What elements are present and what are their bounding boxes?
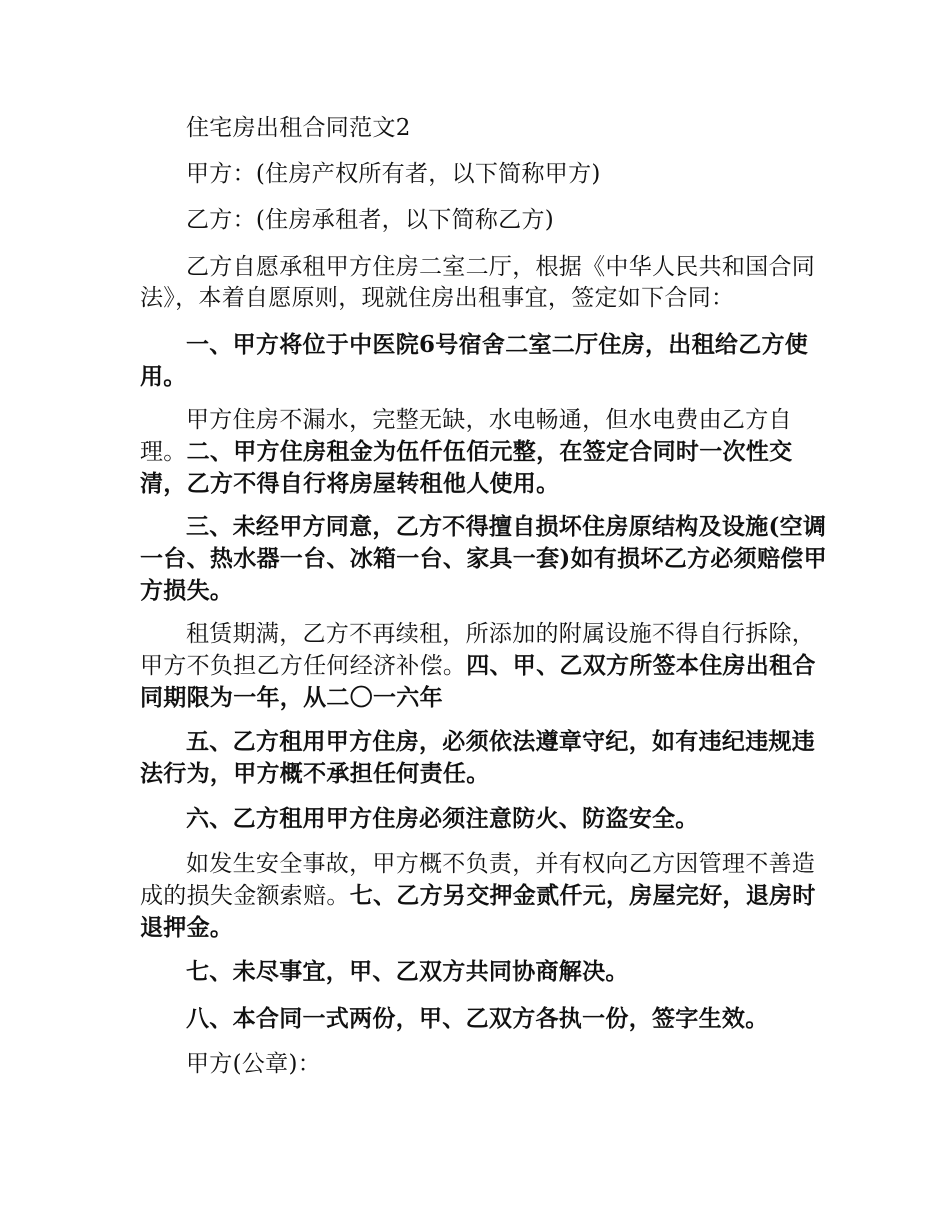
paragraph-text: 甲方(公章)：: [186, 1051, 322, 1077]
party-a-line: [140, 159, 830, 190]
contract-preamble: [140, 252, 830, 314]
clause-2: [140, 405, 830, 500]
party-a-seal: [140, 1049, 830, 1080]
document-title: [140, 113, 830, 144]
clause-4: [140, 619, 830, 714]
clause-3: [140, 511, 830, 607]
paragraph-text: 甲方住房不漏水，完整无缺，水电畅通，但水电费由乙方自理。: [140, 407, 792, 465]
clause-6: [140, 803, 830, 835]
clause-text: 一、甲方将位于中医院6号宿舍二室二厅住房，出租给乙方使用。: [140, 331, 809, 390]
clause-text: 七、未尽事宜，甲、乙双方共同协商解决。: [186, 958, 629, 985]
paragraph-text: 乙方：(住房承租者，以下简称乙方): [186, 207, 555, 233]
clause-text: 七、乙方另交押金贰仟元，房屋完好，退房时退押金。: [140, 882, 816, 941]
party-b-line: [140, 205, 830, 236]
clause-7-misc: [140, 956, 830, 988]
clause-text: 三、未经甲方同意，乙方不得擅自损坏住房原结构及设施(空调一台、热水器一台、冰箱一台、家具一套)如有损坏乙方必须赔偿甲方损失。: [140, 513, 827, 604]
paragraph-text: 甲方：(住房产权所有者，以下简称甲方): [186, 161, 601, 187]
clause-text: 二、甲方住房租金为伍仟伍佰元整，在签定合同时一次性交清，乙方不得自行将房屋转租他人使用。: [140, 438, 793, 497]
clause-1: [140, 329, 830, 393]
clause-text: 五、乙方租用甲方住房，必须依法遵章守纪，如有违纪违规违法行为，甲方概不承担任何责任。: [140, 728, 816, 787]
clause-5: [140, 726, 830, 790]
clause-7-deposit: [140, 849, 830, 944]
clause-text: 八、本合同一式两份，甲、乙双方各执一份，签字生效。: [186, 1005, 769, 1032]
clause-text: 六、乙方租用甲方住房必须注意防火、防盗安全。: [186, 805, 699, 832]
paragraph-text: 如发生安全事故，甲方概不负责，并有权向乙方因管理不善造成的损失金额索赔。: [140, 851, 816, 909]
clause-text: 四、甲、乙双方所签本住房出租合同期限为一年，从二〇一六年: [140, 652, 816, 711]
title-text: 住宅房出租合同范文2: [186, 115, 411, 141]
paragraph-text: 租赁期满，乙方不再续租，所添加的附属设施不得自行拆除，甲方不负担乙方任何经济补偿。: [140, 621, 816, 679]
clause-8: [140, 1003, 830, 1035]
paragraph-text: 乙方自愿承租甲方住房二室二厅，根据《中华人民共和国合同法》，本着自愿原则，现就住房出租事宜，签定如下合同：: [140, 254, 816, 311]
